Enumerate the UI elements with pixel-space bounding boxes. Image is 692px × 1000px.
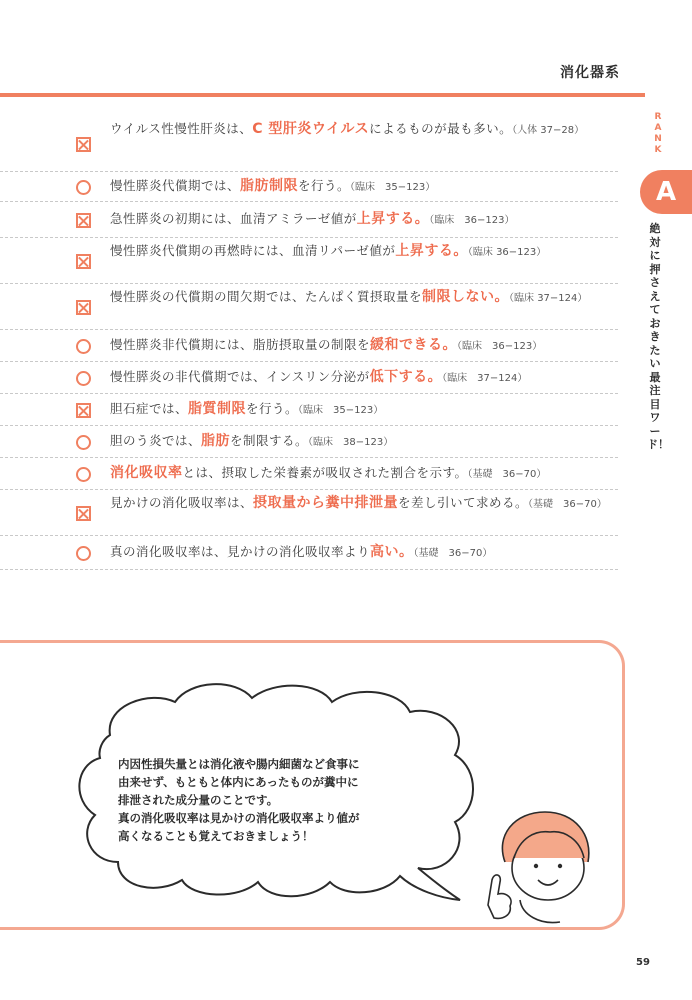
item-text-part: 胆石症では、	[110, 401, 189, 416]
exam-reference: （基礎 36−70）	[528, 499, 607, 510]
section-title: 消化器系	[560, 65, 620, 81]
rank-label-text: RANK	[654, 112, 662, 155]
exam-reference: （人体 37−28）	[512, 125, 585, 136]
page-number: 59	[636, 957, 650, 968]
character-illustration	[488, 812, 589, 923]
highlight-term: 消化吸収率	[110, 465, 183, 481]
highlight-term: 脂肪制限	[240, 178, 299, 194]
highlight-term: 脂質制限	[188, 401, 247, 417]
side-caption: 絶対に押さえておきたい最注目ワード！	[647, 222, 669, 451]
exam-reference: （臨床 35−123）	[298, 405, 384, 416]
note-line: 高くなることも覚えておきましょう！	[118, 829, 314, 843]
item-text-part: 胆のう炎では、	[110, 433, 202, 448]
note-line: 真の消化吸収率は見かけの消化吸収率より値が	[118, 811, 360, 825]
highlight-term: 緩和できる。	[370, 337, 458, 353]
item-text-part: 慢性膵炎の代償期の間欠期では、たんぱく質摂取量を	[110, 289, 423, 304]
item-text-part: 真の消化吸収率は、見かけの消化吸収率より	[110, 544, 371, 559]
item-text-part: を差し引いて求める。	[398, 495, 529, 510]
note-line: 内因性損失量とは消化液や腸内細菌など食事に	[118, 757, 360, 771]
item-text-part: 慢性膵炎代償期の再燃時には、血清リパーゼ値が	[110, 243, 396, 258]
highlight-term: 低下する。	[369, 369, 443, 385]
highlight-term: 制限しない。	[422, 289, 510, 305]
item-text-part: ウイルス性慢性肝炎は、	[110, 121, 253, 136]
note-line: 由来せず、もともと体内にあったものが糞中に	[118, 775, 359, 789]
exam-reference: （臨床 37−124）	[442, 373, 528, 384]
item-text-part: 慢性膵炎代償期では、	[110, 178, 241, 193]
highlight-term: 高い。	[370, 544, 414, 560]
highlight-term: C 型肝炎ウイルス	[252, 121, 370, 137]
item-text-part: 慢性膵炎非代償期には、脂肪摂取量の制限を	[110, 337, 371, 352]
rank-badge: A	[640, 170, 692, 214]
highlight-term: 上昇する。	[395, 243, 468, 259]
exam-reference: （臨床 36−123）	[457, 341, 543, 352]
exam-reference: （基礎 36−70）	[467, 469, 547, 480]
exam-reference: （臨床 36−123）	[467, 247, 547, 258]
item-text-part: 見かけの消化吸収率は、	[110, 495, 254, 510]
exam-reference: （臨床 37−124）	[509, 293, 588, 304]
note-text	[118, 755, 428, 845]
highlight-term: 上昇する。	[356, 211, 430, 227]
item-text-part: を制限する。	[230, 433, 309, 448]
exam-reference: （臨床 38−123）	[308, 437, 394, 448]
item-text-part: 慢性膵炎の非代償期では、インスリン分泌が	[110, 369, 370, 384]
item-text-part: とは、摂取した栄養素が吸収された割合を示す。	[182, 465, 468, 480]
exam-reference: （臨床 36−123）	[429, 215, 515, 226]
note-line: 排泄された成分量のことです。	[118, 793, 279, 807]
exam-reference: （基礎 36−70）	[413, 548, 493, 559]
item-text-part: を行う。	[298, 178, 351, 193]
highlight-term: 摂取量から糞中排泄量	[253, 495, 399, 511]
exam-reference: （臨床 35−123）	[350, 182, 436, 193]
item-text-part: 急性膵炎の初期には、血清アミラーゼ値が	[110, 211, 357, 226]
item-text-part: によるものが最も多い。	[369, 121, 513, 136]
item-text-part: を行う。	[246, 401, 299, 416]
highlight-term: 脂肪	[201, 433, 231, 449]
